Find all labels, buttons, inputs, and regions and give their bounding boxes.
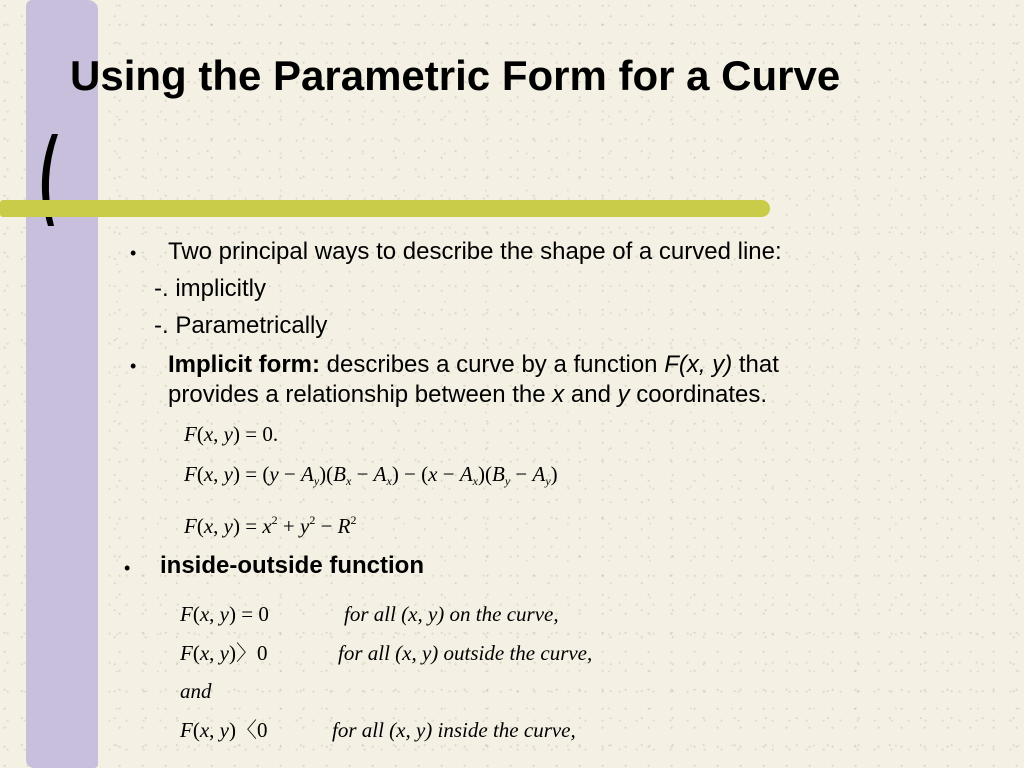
bullet-marker: • — [124, 558, 131, 578]
equation-inside-curve: F(x, y)〈0 — [180, 718, 268, 742]
bullet-marker: • — [130, 243, 137, 263]
bullet-two-ways: Two principal ways to describe the shape of a curved line: — [168, 238, 782, 265]
left-decorative-bar — [26, 0, 98, 768]
bullet-implicit-form-line2: provides a relationship between the x and y coordinates. — [168, 381, 768, 408]
equation-circle: F(x, $y) = x^2 + y^2 - R^2$ — [184, 513, 357, 538]
implicit-form-text-end: that — [732, 351, 779, 378]
slide-title: Using the Parametric Form for a Curve — [70, 52, 841, 99]
equation-outside-curve: F(x, y)〉0 — [180, 641, 268, 665]
bullet-implicit-form — [168, 350, 779, 380]
bullet-marker: • — [130, 356, 137, 376]
bullet-inside-outside: inside-outside function — [160, 552, 424, 579]
and-connector: and — [180, 679, 212, 703]
equation-on-curve: F(x, y) = 0 — [180, 602, 269, 626]
function-notation: F(x, y) — [664, 351, 733, 378]
condition-on-curve: for all (x, y) on the curve, — [344, 602, 559, 626]
equation-implicit-zero: F(x, y) = 0. — [184, 422, 279, 446]
sub-item-parametrically: -. Parametrically — [154, 312, 328, 339]
sub-item-implicitly: -. implicitly — [154, 275, 266, 302]
title-divider-bar — [0, 200, 770, 217]
implicit-form-label: Implicit form: — [168, 351, 321, 378]
implicit-form-text: describes a curve by a function — [320, 351, 665, 378]
condition-outside-curve: for all (x, y) outside the curve, — [338, 641, 593, 665]
equation-line: F(x, $y) = (y - A_y)(B_x - A_x) - (x - A_x)(B_y - A_y)$ — [184, 462, 558, 488]
condition-inside-curve: for all (x, y) inside the curve, — [332, 718, 576, 742]
